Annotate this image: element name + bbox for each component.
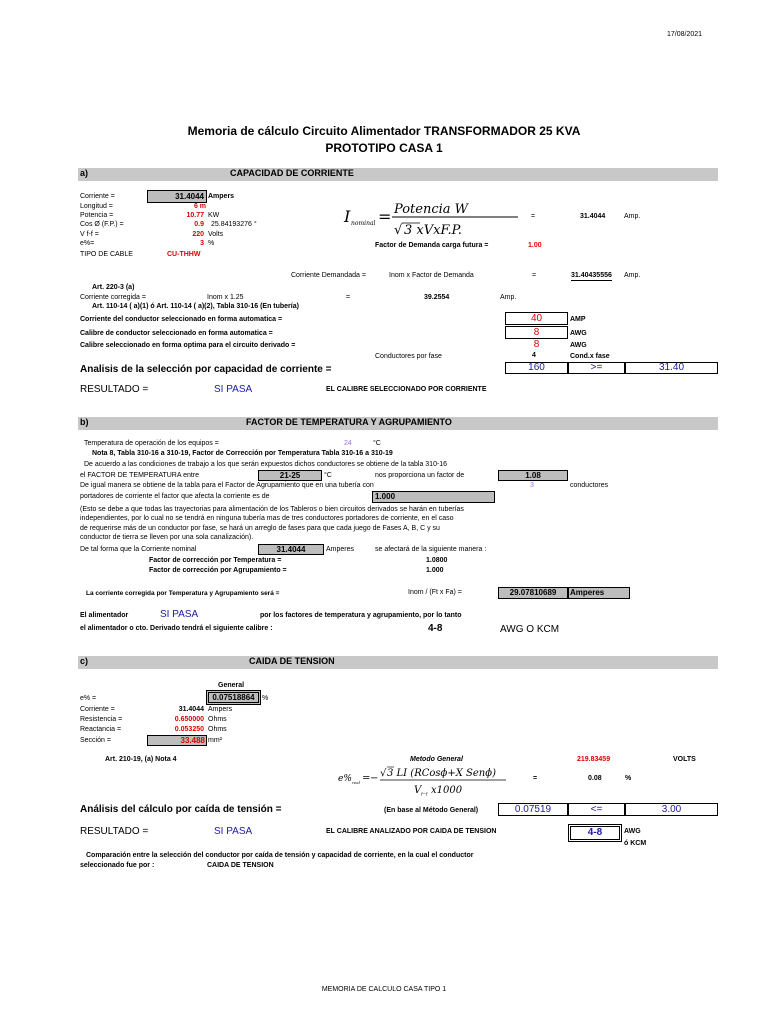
ccorr-label: Corriente corregida = bbox=[80, 294, 146, 301]
cc-unit: Amperes bbox=[568, 587, 630, 599]
p3-num: 3 bbox=[530, 482, 534, 489]
analisis-c-op: <= bbox=[568, 803, 625, 816]
c-formula-value: 0.08 bbox=[588, 775, 602, 782]
p2-unit: °C bbox=[324, 472, 332, 479]
analisis-c-label: Análisis del cálculo por caída de tensión = bbox=[80, 804, 282, 815]
corriente-unit: Ampers bbox=[208, 193, 235, 200]
c-e-value: 0.07518864 bbox=[206, 690, 261, 705]
e-label: e%= bbox=[80, 240, 95, 247]
p2-range: 21-25 bbox=[258, 470, 322, 481]
note4: conductor de tierra se lleven por una sola canalización). bbox=[80, 534, 254, 541]
page-subtitle: PROTOTIPO CASA 1 bbox=[325, 141, 443, 155]
p1: De acuerdo a las condiciones de trabajo a los que serán expuestos dichos conductores se obtiene de la tabla 310-16 bbox=[84, 461, 448, 468]
cn-unit: Amperes bbox=[326, 546, 355, 553]
analisis-c-note: (En base al Método General) bbox=[384, 807, 479, 814]
e-unit: % bbox=[208, 240, 215, 247]
p4-factor: 1.000 bbox=[372, 491, 495, 503]
c-art: Art. 210-19, (a) Nota 4 bbox=[105, 756, 177, 763]
resultado-a-label: RESULTADO = bbox=[80, 384, 149, 395]
date: 17/08/2021 bbox=[667, 31, 703, 38]
comparacion-1: Comparación entre la selección del conductor por caída de tensión y capacidad de corriente, en la cual el conductor bbox=[86, 852, 474, 859]
cdem-label: Corriente Demandada = bbox=[291, 272, 366, 279]
svg-text:nominal: nominal bbox=[351, 220, 376, 227]
section-a-heading: CAPACIDAD DE CORRIENTE bbox=[230, 168, 354, 178]
potencia-label: Potencia = bbox=[80, 212, 114, 219]
svg-text:√: √ bbox=[394, 223, 403, 238]
temp-label: Temperatura de operación de los equipos = bbox=[84, 440, 219, 447]
alim-value: SI PASA bbox=[160, 609, 199, 620]
resultado-c-note: EL CALIBRE ANALIZADO POR CAIDA DE TENSION bbox=[326, 828, 497, 835]
c-sec-unit: mm² bbox=[208, 737, 222, 744]
metodo-label: Metodo General bbox=[410, 756, 463, 763]
cdem-value: 31.40435556 bbox=[571, 272, 612, 279]
opt-cal-unit: AWG bbox=[570, 342, 587, 349]
cn-label: De tal forma que la Corriente nominal bbox=[80, 546, 197, 553]
c-e-unit: % bbox=[262, 695, 269, 702]
page-title: Memoria de cálculo Circuito Alimentador TRANSFORMADOR 25 KVA bbox=[187, 124, 581, 138]
analisis-c-v1: 0.07519 bbox=[498, 803, 568, 816]
c-reac-unit: Ohms bbox=[208, 726, 227, 733]
c-sec-value: 33.488 bbox=[147, 735, 207, 746]
c-reac-label: Reactancia = bbox=[80, 726, 122, 733]
comparacion-value: CAIDA DE TENSION bbox=[207, 862, 274, 869]
alim-unit: AWG O KCM bbox=[500, 624, 560, 635]
svg-text:=: = bbox=[378, 207, 392, 226]
c-corr-value: 31.4044 bbox=[178, 706, 204, 713]
tipo-value: CU-THHW bbox=[167, 251, 201, 258]
resultado-a-value: SI PASA bbox=[214, 384, 253, 395]
alim2: el alimentador o cto. Derivado tendrá el siguiente calibre : bbox=[80, 625, 273, 632]
resultado-c-label: RESULTADO = bbox=[80, 826, 149, 837]
ccorr-expr: Inom x 1.25 bbox=[207, 294, 244, 301]
resultado-c-cal: 4-8 bbox=[568, 824, 622, 842]
nota-8: Nota 8, Tabla 310-16 a 310-19, Factor de Corrección por Temperatura Tabla 310-16 a 310-19 bbox=[92, 450, 393, 457]
c-formula-eq: = bbox=[533, 775, 538, 782]
svg-text:√: √ bbox=[380, 768, 387, 779]
opt-cal-value: 8 bbox=[533, 339, 540, 350]
corriente-value: 31.4044 bbox=[147, 190, 207, 203]
longitud-label: Longitud = bbox=[80, 203, 113, 210]
analisis-c-v2: 3.00 bbox=[625, 803, 718, 816]
note1: (Esto se debe a que todas las trayectorias para alimentación de los Tableros o bien circuitos derivados se harán en tuberías bbox=[80, 506, 464, 513]
p2a: el FACTOR DE TEMPERATURA entre bbox=[80, 472, 200, 479]
temp-value: 24 bbox=[344, 440, 352, 447]
vff-unit: Volts bbox=[208, 231, 224, 238]
art-110: Art. 110-14 ( a)(1) ó Art. 110-14 ( a)(2), Tabla 310-16 (En tubería) bbox=[92, 303, 299, 310]
cpf-unit: Cond.x fase bbox=[570, 353, 610, 360]
svg-text:=: = bbox=[362, 773, 371, 784]
alim-cal: 4-8 bbox=[428, 623, 443, 634]
cos-value: 0.9 bbox=[194, 221, 204, 228]
cpf-value: 4 bbox=[532, 352, 536, 359]
svg-text:x1000: x1000 bbox=[431, 785, 463, 796]
fct-label: Factor de corrección por Temperatura = bbox=[149, 557, 282, 564]
section-a-tag: a) bbox=[80, 168, 89, 178]
cdem-eq: = bbox=[532, 272, 537, 279]
c-res-value: 0.650000 bbox=[174, 716, 204, 723]
c-formula-unit: % bbox=[625, 775, 632, 782]
svg-text:I: I bbox=[344, 207, 351, 226]
svg-text:V: V bbox=[414, 785, 422, 796]
c-reac-value: 0.053250 bbox=[174, 726, 204, 733]
cdem-expr: Inom x Factor de Demanda bbox=[389, 272, 474, 279]
resultado-a-note: EL CALIBRE SELECCIONADO POR CORRIENTE bbox=[326, 386, 487, 393]
p3: De igual manera se obtiene de la tabla para el Factor de Agrupamiento que en una tubería con bbox=[80, 482, 374, 489]
section-b-tag: b) bbox=[80, 417, 89, 427]
fct-value: 1.0800 bbox=[426, 557, 448, 564]
analisis-a-label: Analisis de la selección por capacidad de corriente = bbox=[80, 364, 332, 375]
note3: de requerirse más de un conductor por fase, se hará un arreglo de fases para que cada juego de Fases A, B, C y su bbox=[80, 525, 440, 532]
comparacion-2: seleccionado fue por : bbox=[80, 862, 155, 869]
resultado-c-unit1: AWG bbox=[624, 828, 641, 835]
c-res-unit: Ohms bbox=[208, 716, 227, 723]
volts-value: 219.83459 bbox=[577, 756, 611, 763]
svg-text:f−f: f−f bbox=[421, 791, 428, 796]
vff-label: V f-f = bbox=[80, 231, 99, 238]
ccorr-value: 39.2554 bbox=[424, 294, 450, 301]
p2b: nos proporciona un factor de bbox=[375, 472, 465, 479]
voltage-drop-formula bbox=[336, 762, 512, 800]
cc-label: La corriente corregida por Temperatura y Agrupamiento será = bbox=[86, 590, 280, 597]
fca-label: Factor de corrección por Agrupamiento = bbox=[149, 567, 287, 574]
svg-text:3 xVxF.P.: 3 xVxF.P. bbox=[404, 223, 462, 238]
resultado-c-value: SI PASA bbox=[214, 826, 253, 837]
opt-cal-label: Calibre seleccionado en forma optima para el circuito derivado = bbox=[80, 342, 296, 349]
analisis-a-v2: 31.40 bbox=[625, 362, 718, 374]
svg-text:3 LI (RCosϕ+X Senϕ): 3 LI (RCosϕ+X Senϕ) bbox=[387, 768, 496, 779]
section-c-band bbox=[78, 656, 718, 669]
cpf-label: Conductores por fase bbox=[375, 353, 442, 360]
alim-label: El alimentador bbox=[80, 612, 129, 619]
ccorr-unit: Amp. bbox=[500, 294, 517, 301]
p4: portadores de corriente el factor que afecta la corriente es de bbox=[80, 493, 270, 500]
nominal-current-formula bbox=[340, 196, 525, 242]
cos-angle: 25.84193276 ° bbox=[211, 221, 257, 228]
formula-eq: = bbox=[531, 213, 536, 220]
c-res-label: Resistencia = bbox=[80, 716, 123, 723]
c-e-label: e% = bbox=[80, 695, 97, 702]
section-b-band bbox=[78, 417, 718, 430]
sel-corr-value: 40 bbox=[505, 312, 568, 325]
cdem-unit: Amp. bbox=[624, 272, 641, 279]
potencia-unit: KW bbox=[208, 212, 220, 219]
formula-result: 31.4044 bbox=[580, 213, 606, 220]
e-value: 3 bbox=[200, 240, 204, 247]
fd-value: 1.00 bbox=[528, 242, 542, 249]
vff-value: 220 bbox=[192, 231, 204, 238]
tipo-label: TIPO DE CABLE bbox=[80, 251, 133, 258]
svg-text:Potencia W: Potencia W bbox=[394, 202, 469, 217]
longitud-value: 6 m bbox=[193, 203, 206, 210]
corriente-label: Corriente = bbox=[80, 193, 115, 200]
volts-unit: VOLTS bbox=[673, 756, 696, 763]
svg-text:e%: e% bbox=[338, 774, 352, 784]
p3-unit: conductores bbox=[570, 482, 609, 489]
alim-tail: por los factores de temperatura y agrupamiento, por lo tanto bbox=[260, 612, 462, 619]
c-corr-unit: Ampers bbox=[208, 706, 233, 713]
formula-unit: Amp. bbox=[624, 213, 641, 220]
sel-cal-value: 8 bbox=[505, 326, 568, 339]
section-a-band bbox=[78, 168, 718, 181]
resultado-c-unit2: ó KCM bbox=[624, 840, 647, 847]
section-b-heading: FACTOR DE TEMPERATURA Y AGRUPAMIENTO bbox=[246, 417, 452, 427]
sel-cal-label: Calibre de conductor seleccionado en forma automatica = bbox=[80, 330, 273, 337]
fd-label: Factor de Demanda carga futura = bbox=[375, 242, 489, 249]
cn-tail: se afectará de la siguiente manera : bbox=[375, 546, 487, 553]
footer: MEMORIA DE CALCULO CASA TIPO 1 bbox=[321, 986, 447, 993]
potencia-value: 10.77 bbox=[186, 212, 204, 219]
note2: independientes, por lo cual no se tendrá en ninguna tubería mas de tres conductores portadores de corriente, en el caso bbox=[80, 515, 454, 522]
p2-factor: 1.08 bbox=[498, 470, 568, 481]
cos-label: Cos Ø (F.P.) = bbox=[80, 221, 124, 228]
sel-corr-unit: AMP bbox=[570, 316, 586, 323]
c-corr-label: Corriente = bbox=[80, 706, 115, 713]
analisis-a-v1: 160 bbox=[505, 362, 568, 374]
art-220: Art. 220-3 (a) bbox=[92, 284, 135, 291]
section-c-tag: c) bbox=[80, 656, 89, 666]
general-label: General bbox=[218, 682, 245, 689]
temp-unit: °C bbox=[373, 440, 381, 447]
fca-value: 1.000 bbox=[426, 567, 444, 574]
sel-corr-label: Corriente del conductor seleccionado en forma automatica = bbox=[80, 316, 283, 323]
cn-value: 31.4044 bbox=[258, 544, 324, 555]
ccorr-eq: = bbox=[346, 294, 351, 301]
sel-cal-unit: AWG bbox=[570, 330, 587, 337]
cc-expr: Inom / (Ft x Fa) = bbox=[408, 589, 462, 596]
section-c-heading: CAIDA DE TENSION bbox=[249, 656, 335, 666]
c-sec-label: Sección = bbox=[80, 737, 111, 744]
cc-value: 29.07810689 bbox=[498, 587, 568, 599]
svg-text:real: real bbox=[352, 780, 360, 785]
svg-text:−: − bbox=[370, 773, 379, 784]
analisis-a-op: >= bbox=[568, 362, 625, 374]
